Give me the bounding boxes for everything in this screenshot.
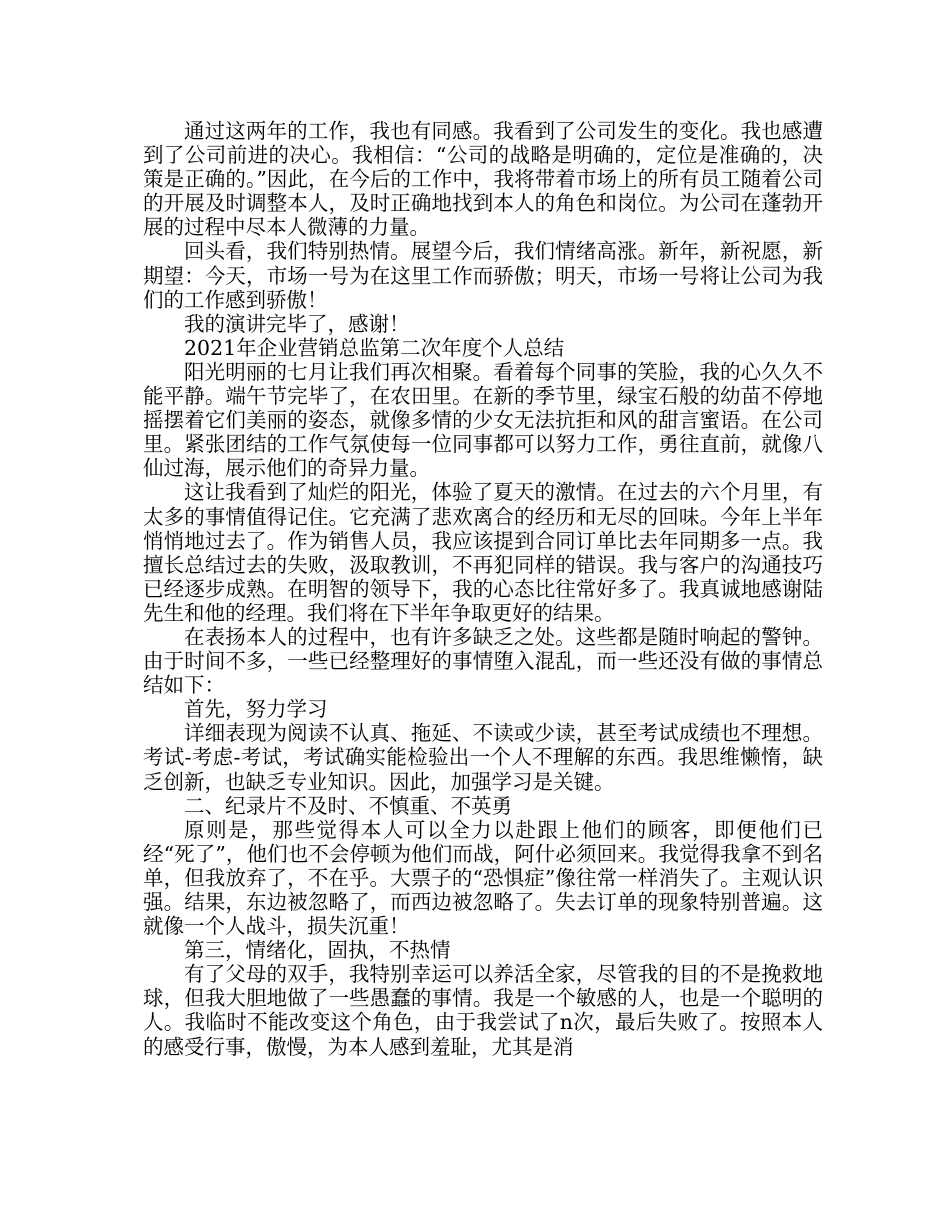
section-title: 2021年企业营销总监第二次年度个人总结 xyxy=(184,335,565,360)
paragraph-customers: 原则是，那些觉得本人可以全力以赴跟上他们的顾客，即便他们已经“死了”，他们也不会停顿为他们而战，阿什必须回来。我觉得我拿不到名单，但我放弃了，不在乎。大票子的“恐惧症”像往常一样消失了。主观认识强。结果，东边被忽略了，而西边被忽略了。失去订单的现象特别普遍。这就像一个人战斗，损失沉重！ xyxy=(143,817,823,939)
document-body xyxy=(143,119,823,1059)
heading-third-point: 第三，情绪化，固执，不热情 xyxy=(184,938,451,963)
paragraph-looking-back: 回头看，我们特别热情。展望今后，我们情绪高涨。新年，新祝愿，新期望：今天，市场一号为在这里工作而骄傲；明天，市场一号将让公司为我们的工作感到骄傲！ xyxy=(143,239,823,312)
paragraph-july-gathering: 阳光明丽的七月让我们再次相聚。看着每个同事的笑脸，我的心久久不能平静。端午节完毕了，在农田里。在新的季节里，绿宝石般的幼苗不停地摇摆着它们美丽的姿态，就像多情的少女无法抗拒和风的甜言蜜语。在公司里。紧张团结的工作气氛使每一位同事都可以努力工作，勇往直前，就像八仙过海，展示他们的奇异力量。 xyxy=(143,359,823,481)
paragraph-company-change: 通过这两年的工作，我也有同感。我看到了公司发生的变化。我也感遭到了公司前进的决心。我相信：“公司的战略是明确的，定位是准确的，决策是正确的。”因此，在今后的工作中，我将带着市场上的所有员工随着公司的开展及时调整本人，及时正确地找到本人的角色和岗位。为公司在蓬勃开展的过程中尽本人微薄的力量。 xyxy=(143,119,823,240)
heading-first-point: 首先，努力学习 xyxy=(184,697,328,722)
heading-second-point: 二、纪录片不及时、不慎重、不英勇 xyxy=(184,793,512,818)
paragraph-half-year-review: 这让我看到了灿烂的阳光，体验了夏天的激情。在过去的六个月里，有太多的事情值得记住。它充满了悲欢离合的经历和无尽的回味。今年上半年悄悄地过去了。作为销售人员，我应该提到合同订单比去年同期多一点。我擅长总结过去的失败，汲取教训，不再犯同样的错误。我与客户的沟通技巧已经逐步成熟。在明智的领导下，我的心态比往常好多了。我真诚地感谢陆先生和他的经理。我们将在下半年争取更好的结果。 xyxy=(143,480,823,625)
paragraph-shortcomings: 在表扬本人的过程中，也有许多缺乏之处。这些都是随时响起的警钟。由于时间不多，一些已经整理好的事情堕入混乱，而一些还没有做的事情总结如下： xyxy=(143,624,823,698)
paragraph-emotions: 有了父母的双手，我特别幸运可以养活全家，尽管我的目的不是挽救地球，但我大胆地做了一些愚蠢的事情。我是一个敏感的人，也是一个聪明的人。我临时不能改变这个角色，由于我尝试了n次，最后失败了。按照本人的感受行事，傲慢，为本人感到羞耻，尤其是消 xyxy=(143,962,823,1059)
paragraph-speech-end: 我的演讲完毕了，感谢！ xyxy=(184,311,410,336)
paragraph-study: 详细表现为阅读不认真、拖延、不读或少读，甚至考试成绩也不理想。考试-考虑-考试，考试确实能检验出一个人不理解的东西。我思维懒惰，缺乏创新，也缺乏专业知识。因此，加强学习是关键。 xyxy=(143,721,823,794)
